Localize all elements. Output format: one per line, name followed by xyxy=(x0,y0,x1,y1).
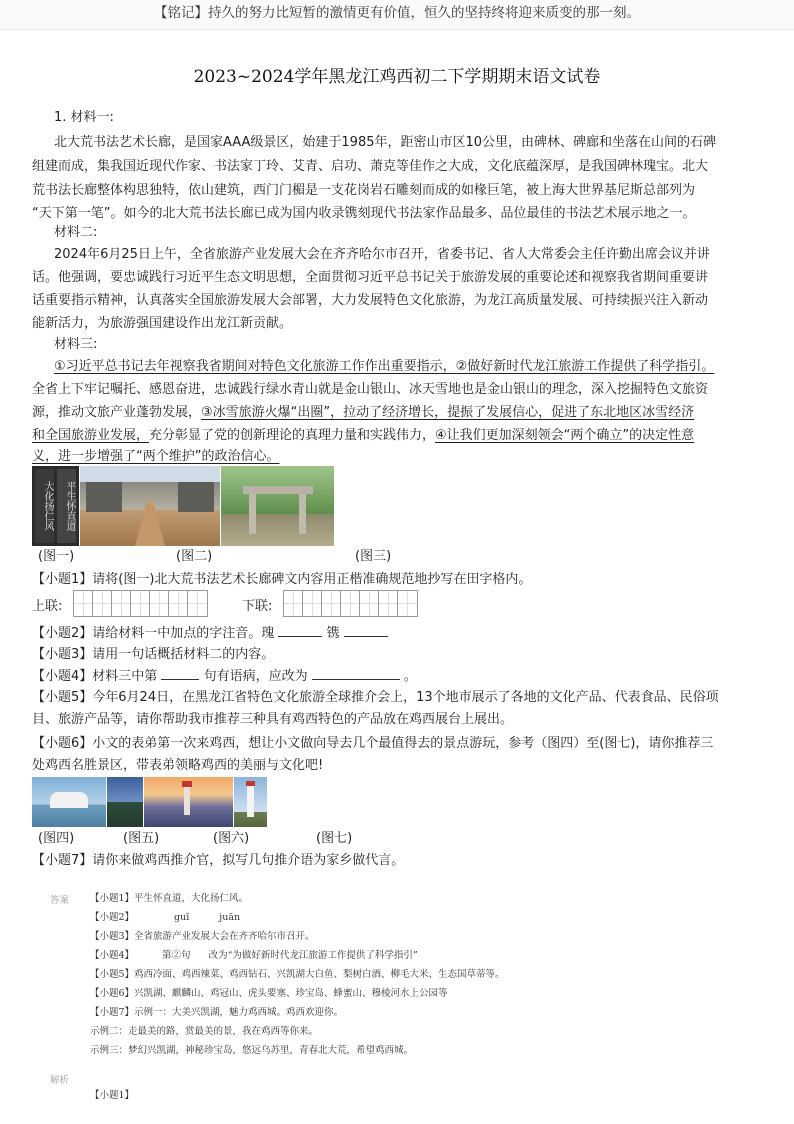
answer-7-example-3: 示例三：梦幻兴凯湖，神秘珍宝岛，悠远乌苏里，青春北大荒，希望鸡西城。 xyxy=(90,1045,414,1056)
answer-6: 【小题6】兴凯湖、麒麟山、鸡冠山、虎头要塞、珍宝岛、蜂蜜山、穆棱河水上公园等 xyxy=(90,988,448,999)
stele-left-text: 大化扬仁风 xyxy=(35,469,54,543)
answer-blank-juan[interactable] xyxy=(344,623,388,637)
material3-line-3: 源，推动文旅产业蓬勃发展，③冰雪旅游火爆“出圈”，拉动了经济增长，提振了发展信心，促进了东北地区冰雪经济 xyxy=(32,405,695,420)
material2-line-4: 能新活力，为旅游强国建设作出龙江新贡献。 xyxy=(32,316,293,331)
material2-line-3: 话重要指示精神，认真落实全国旅游发展大会部署，大力发展特色文化旅游，为龙江高质量发展、可持续振兴注入新动 xyxy=(32,293,709,308)
answer-3: 【小题3】全省旅游产业发展大会在齐齐哈尔市召开。 xyxy=(90,931,315,942)
figure-3-gate xyxy=(221,466,334,546)
sentence-2: ②做好新时代龙江旅游工作提供了科学指引。 xyxy=(455,359,715,374)
motto-banner: 【铭记】持久的努力比短暂的激情更有价值，恒久的坚持终将迎来质变的那一刻。 xyxy=(0,0,794,30)
answer-2: 【小题2】 guī juān xyxy=(90,912,241,923)
caption-figure-1: (图一) xyxy=(38,549,75,564)
question-1: 【小题1】请将(图一)北大荒书法艺术长廊碑文内容用正楷准确规范地抄写在田字格内。 xyxy=(32,572,532,587)
figure-2-corridor xyxy=(80,466,220,546)
material1-line-3: 荒书法长廊整体构思独特，依山建筑，西门门楣是一支花岗岩石雕刻而成的如椽巨笔，被上海大世界基尼斯总部列为 xyxy=(32,183,696,198)
lower-couplet-grid[interactable] xyxy=(283,590,418,617)
question-5-line-1: 【小题5】今年6月24日，在黑龙江省特色文化旅游全球推介会上，13个地市展示了各地的文化产品、代表食品、民俗项 xyxy=(32,690,719,705)
caption-figure-6: (图六) xyxy=(213,831,250,846)
lower-couplet-label: 下联: xyxy=(242,599,273,614)
caption-figure-5: (图五) xyxy=(123,831,160,846)
material1-line-4: “天下第一笔”。如今的北大荒书法长廊已成为国内收录镌刻现代书法家作品最多、品位最佳的书法艺术展示地之一。 xyxy=(32,206,696,221)
material1-heading: 1. 材料一: xyxy=(54,110,114,125)
material1-line-1: 北大荒书法艺术长廊，是国家AAA级景区，始建于1985年，距密山市区10公里，由碑林、碑廊和坐落在山间的石碑 xyxy=(54,135,717,150)
material3-heading: 材料三: xyxy=(54,337,98,352)
page-title: 2023~2024学年黑龙江鸡西初二下学期期末语文试卷 xyxy=(193,67,601,87)
sentence-3: ③冰雪旅游火爆“出圈”，拉动了经济增长，提振了发展信心，促进了东北地区冰雪经济 xyxy=(201,405,695,420)
figure-7-tower xyxy=(234,777,267,827)
answer-7: 【小题7】示例一：大美兴凯湖，魅力鸡西城。鸡西欢迎你。 xyxy=(90,1007,344,1018)
stele-right-text: 平生怀直道 xyxy=(57,469,76,543)
question-5-line-2: 目、旅游产品等，请你帮助我市推荐三种具有鸡西特色的产品放在鸡西展台上展出。 xyxy=(32,712,514,727)
question-4: 【小题4】材料三中第 句有语病，应改为 。 xyxy=(32,666,762,686)
question-6-line-2: 处鸡西名胜景区，带表弟领略鸡西的美丽与文化吧! xyxy=(32,758,324,773)
answer-5: 【小题5】鸡西冷面、鸡西辣菜、鸡西钻石、兴凯湖大白鱼、梨树白酒、柳毛大米、生态国草蒂等。 xyxy=(90,969,505,980)
material1-line-2: 组建而成，集我国近现代作家、书法家丁玲、艾青、启功、萧克等佳作之大成，文化底蕴深厚，是我国碑林瑰宝。北大 xyxy=(32,159,709,174)
sentence-4: ④让我们更加深刻领会“两个确立”的决定性意 xyxy=(435,428,695,443)
question-7: 【小题7】请你来做鸡西推介官，拟写几句推介语为家乡做代言。 xyxy=(32,853,405,868)
answer-7-example-2: 示例二：走最美的路，赏最美的景，我在鸡西等你来。 xyxy=(90,1026,319,1037)
material3-line-2: 全省上下牢记嘱托、感恩奋进，忠诚践行绿水青山就是金山银山、冰天雪地也是金山银山的理念，深入挖掘特色文旅资 xyxy=(32,382,709,397)
material3-line-1 xyxy=(54,357,762,376)
caption-figure-7: (图七) xyxy=(316,831,353,846)
question-2: 【小题2】请给材料一中加点的字注音。瑰 镌 xyxy=(32,623,762,643)
answers-label: 答案 xyxy=(50,895,70,906)
answer-blank-gui[interactable] xyxy=(278,623,322,637)
material3-line-4: 和全国旅游业发展，充分彰显了党的创新理论的真理力量和实践伟力，④让我们更加深刻领会“两个确立”的决定性意 xyxy=(32,428,695,443)
figure-1-steles xyxy=(32,466,79,546)
upper-couplet-label: 上联: xyxy=(32,599,63,614)
caption-figure-2: (图二) xyxy=(176,549,213,564)
caption-figure-3: (图三) xyxy=(355,549,392,564)
answer-4: 【小题4】 第②句 改为“为做好新时代龙江旅游工作提供了科学指引” xyxy=(90,950,418,961)
analysis-1: 【小题1】 xyxy=(90,1090,135,1101)
material3-line-5: 义，进一步增强了“两个维护”的政治信心。 xyxy=(32,449,280,464)
answer-blank-sentence-number[interactable] xyxy=(161,666,199,680)
upper-couplet-grid[interactable] xyxy=(73,590,208,617)
material2-line-2: 话。他强调，要忠诚践行习近平生态文明思想，全面贯彻习近平总书记关于旅游发展的重要论述和视察我省期间重要讲 xyxy=(32,270,709,285)
caption-figure-4: (图四) xyxy=(38,831,75,846)
analysis-label: 解析 xyxy=(50,1075,70,1086)
figure-4-lakeside-building xyxy=(32,777,106,827)
answer-blank-correction[interactable] xyxy=(312,666,400,680)
question-6-line-1: 【小题6】小文的表弟第一次来鸡西，想让小文做向导去几个最值得去的景点游玩，参考（图四）至(图七)，请你推荐三 xyxy=(32,736,714,751)
question-3: 【小题3】请用一句话概括材料二的内容。 xyxy=(32,647,275,662)
material2-line-1: 2024年6月25日上午，全省旅游产业发展大会在齐齐哈尔市召开，省委书记、省人大常委会主任许勤出席会议并讲 xyxy=(54,247,710,262)
figure-6-lighthouse-sunset xyxy=(144,777,233,827)
material2-heading: 材料二: xyxy=(54,225,98,240)
answer-1: 【小题1】平生怀直道，大化扬仁风。 xyxy=(90,893,249,904)
sentence-1: ①习近平总书记去年视察我省期间对特色文化旅游工作作出重要指示， xyxy=(54,359,456,374)
figure-5-mountain xyxy=(107,777,143,827)
